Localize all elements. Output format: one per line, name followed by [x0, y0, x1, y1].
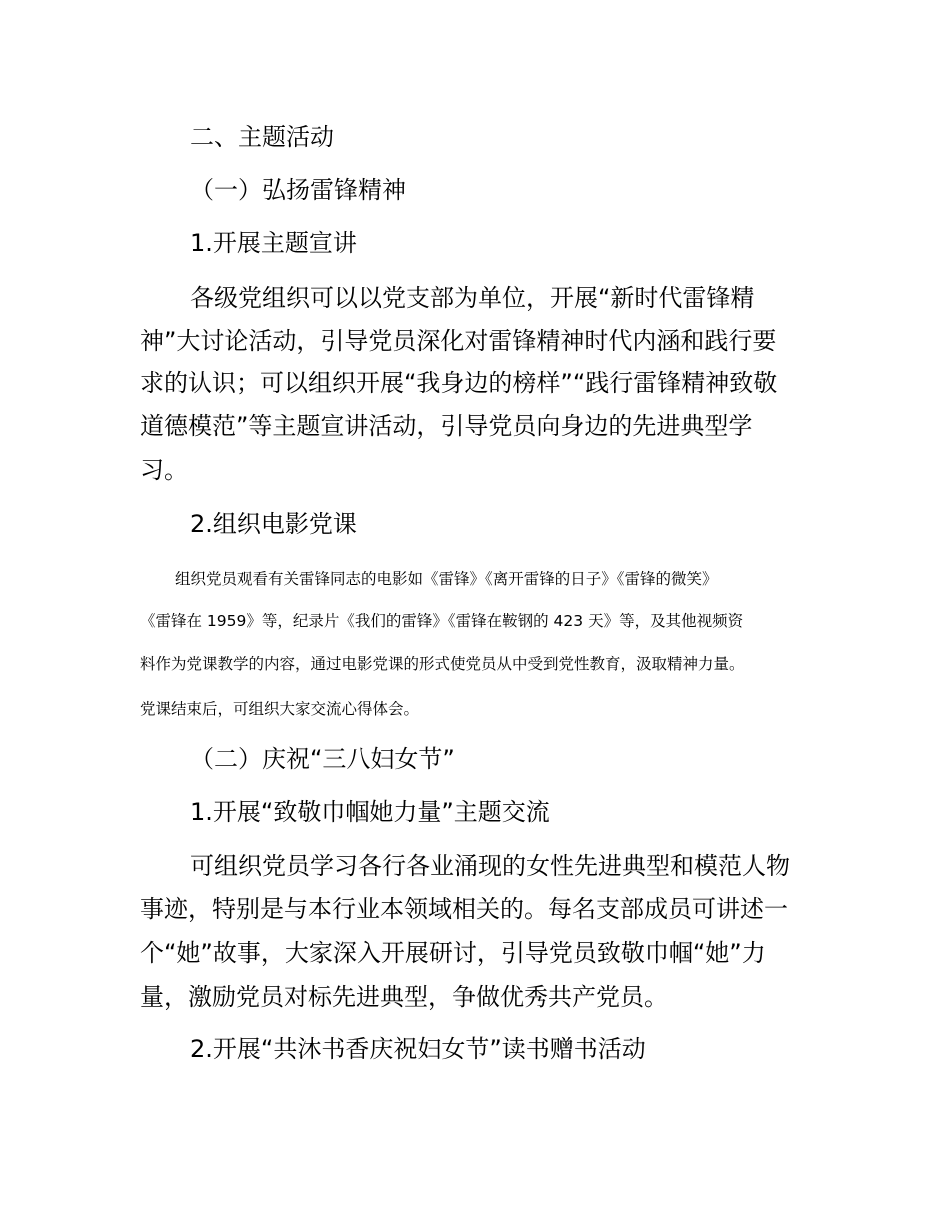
paragraph-line: 党课结束后，可组织大家交流心得体会。: [140, 700, 420, 718]
paragraph-line: 《雷锋在 1959》等，纪录片《我们的雷锋》《雷锋在鞍钢的 423 天》等，及其他视频资: [140, 612, 744, 630]
paragraph-line: 求的认识；可以组织开展“我身边的榜样”“践行雷锋精神致敬: [140, 369, 778, 397]
section-heading: 二、主题活动: [190, 123, 334, 151]
paragraph-line: 量，激励党员对标先进典型，争做优秀共产党员。: [140, 983, 668, 1011]
paragraph-line: 各级党组织可以以党支部为单位，开展“新时代雷锋精: [190, 284, 755, 312]
subsection-title: （一）弘扬雷锋精神: [190, 176, 406, 204]
item-title: 2.组织电影党课: [190, 510, 357, 538]
paragraph-line: 道德模范”等主题宣讲活动，引导党员向身边的先进典型学: [140, 412, 753, 440]
item-title: 1.开展“致敬巾帼她力量”主题交流: [190, 798, 550, 826]
paragraph-line: 个“她”故事，大家深入开展研讨，引导党员致敬巾帼“她”力: [140, 939, 766, 967]
paragraph-line: 习。: [140, 456, 188, 484]
paragraph-line: 事迹，特别是与本行业本领域相关的。每名支部成员可讲述一: [140, 895, 788, 923]
paragraph-line: 料作为党课教学的内容，通过电影党课的形式使党员从中受到党性教育，汲取精神力量。: [140, 655, 745, 673]
item-title: 1.开展主题宣讲: [190, 229, 357, 257]
paragraph-line: 组织党员观看有关雷锋同志的电影如《雷锋》《离开雷锋的日子》《雷锋的微笑》: [175, 570, 718, 588]
paragraph-line: 可组织党员学习各行各业涌现的女性先进典型和模范人物: [190, 852, 790, 880]
subsection-title: （二）庆祝“三八妇女节”: [190, 745, 455, 773]
paragraph-line: 神”大讨论活动，引导党员深化对雷锋精神时代内涵和践行要: [140, 327, 777, 355]
item-title: 2.开展“共沐书香庆祝妇女节”读书赠书活动: [190, 1035, 646, 1063]
